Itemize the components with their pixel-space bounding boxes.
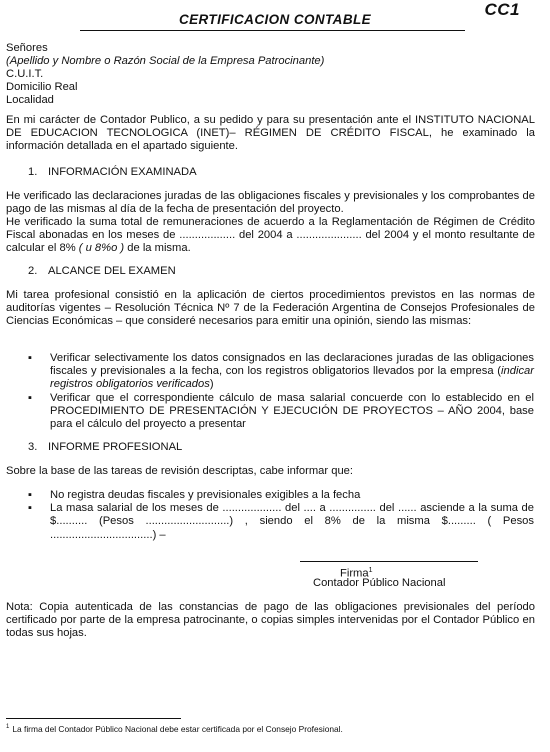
note-paragraph: Nota: Copia autenticada de las constancias de pago de las obligaciones previsionales del período certificado por parte de la empresa patrocinante, o copias simples intervenidas por el Contador Público en todas sus hojas.	[6, 601, 535, 640]
addressee-domicile: Domicilio Real	[6, 81, 78, 93]
section-number: 3.	[28, 441, 38, 453]
footnote-mark: 1	[6, 724, 10, 731]
section-title: INFORMACIÓN EXAMINADA	[48, 166, 197, 178]
section1-paragraph2-text: He verificado la suma total de remuneraciones de acuerdo a la Reglamentación de Régimen de Crédito Fiscal abonadas en los meses de .................. del 2004 a ..................... del 2004 y el monto resultante de calcular el 8%	[6, 216, 535, 255]
signature-firma: Firma	[340, 567, 369, 580]
list-item	[8, 502, 534, 542]
addressee-salutation: Señores	[6, 42, 48, 54]
intro-paragraph: En mi carácter de Contador Publico, a su pedido y para su presentación ante el INSTITUTO NACIONAL DE EDUCACION TECNOLOGICA (INET)– RÉGIMEN DE CRÉDITO FISCAL, he examinado la información detallada en el apartado siguiente.	[6, 114, 535, 153]
section1-paragraph1: He verificado las declaraciones juradas de las obligaciones fiscales y previsionales y los comprobantes de pago de las mismas al día de la fecha de presentación del proyecto.	[6, 190, 535, 216]
section1-paragraph2-italic: ( u 8%o )	[78, 242, 125, 255]
section2-bullet-list	[8, 352, 534, 431]
section1-paragraph2-end: de la misma.	[124, 242, 191, 255]
form-code: CC1	[484, 0, 520, 19]
list-item	[8, 489, 534, 502]
footnote-text: La firma del Contador Público Nacional debe estar certificada por el Consejo Profesional.	[12, 724, 343, 734]
bullet-icon: ▪	[28, 352, 32, 364]
document-title: CERTIFICACION CONTABLE	[178, 12, 372, 27]
footnote-ref: 1	[368, 567, 373, 574]
section-number: 2.	[28, 265, 38, 277]
section-title: INFORME PROFESIONAL	[48, 441, 183, 453]
list-item-italic: indicar registros obligatorios verificados	[50, 365, 534, 391]
section-heading-3	[28, 441, 182, 454]
section3-bullet-list	[8, 489, 534, 542]
list-item-text: La masa salarial de los meses de ................... del .... a ............... del ...... asciende a la suma de $.......... (Pesos ...........................) , siendo el 8% de la misma $......... ( Pesos .................................) –	[50, 502, 534, 541]
addressee-name-placeholder: (Apellido y Nombre o Razón Social de la Empresa Patrocinante)	[6, 55, 325, 67]
addressee-cuit: C.U.I.T.	[6, 68, 44, 80]
list-item	[8, 352, 534, 392]
title-underline	[80, 30, 465, 31]
list-item-text-end: )	[209, 378, 214, 391]
section-heading-2	[28, 265, 176, 278]
footnote	[6, 724, 343, 734]
list-item-text: Verificar que el correspondiente cálculo de masa salarial concuerde con lo establecido en el PROCEDIMIENTO DE PRESENTACIÓN Y EJECUCIÓN DE PROYECTOS – AÑO 2004, base para el cálculo del proyecto a presentar	[50, 391, 534, 431]
list-item-text: No registra deudas fiscales y previsionales exigibles a la fecha	[50, 489, 361, 501]
section-number: 1.	[28, 166, 38, 178]
section-heading-1	[28, 166, 197, 179]
section-title: ALCANCE DEL EXAMEN	[48, 265, 176, 277]
bullet-icon: ▪	[28, 489, 32, 501]
footnote-divider	[6, 718, 181, 719]
bullet-icon: ▪	[28, 502, 32, 515]
signature-line	[300, 561, 478, 562]
list-item	[8, 392, 534, 432]
section2-paragraph: Mi tarea profesional consistió en la aplicación de ciertos procedimientos previstos en las normas de auditorías vigentes – Resolución Técnica Nº 7 de la Federación Argentina de Consejos Profesionales de Ciencias Económicas – que consideré necesarios para emitir una opinión, siendo las mismas:	[6, 289, 535, 328]
list-item-text: Verificar selectivamente los datos consignados en las declaraciones juradas de las obligaciones fiscales y previsionales a la fecha, con los registros obligatorios llevados por la empresa (	[50, 352, 534, 378]
section3-paragraph: Sobre la base de las tareas de revisión descriptas, cabe informar que:	[6, 465, 354, 477]
addressee-block	[6, 42, 535, 107]
addressee-locality: Localidad	[6, 94, 54, 106]
section1-paragraph2	[6, 216, 535, 256]
signature-role: Contador Público Nacional	[313, 577, 446, 589]
bullet-icon: ▪	[28, 391, 32, 404]
